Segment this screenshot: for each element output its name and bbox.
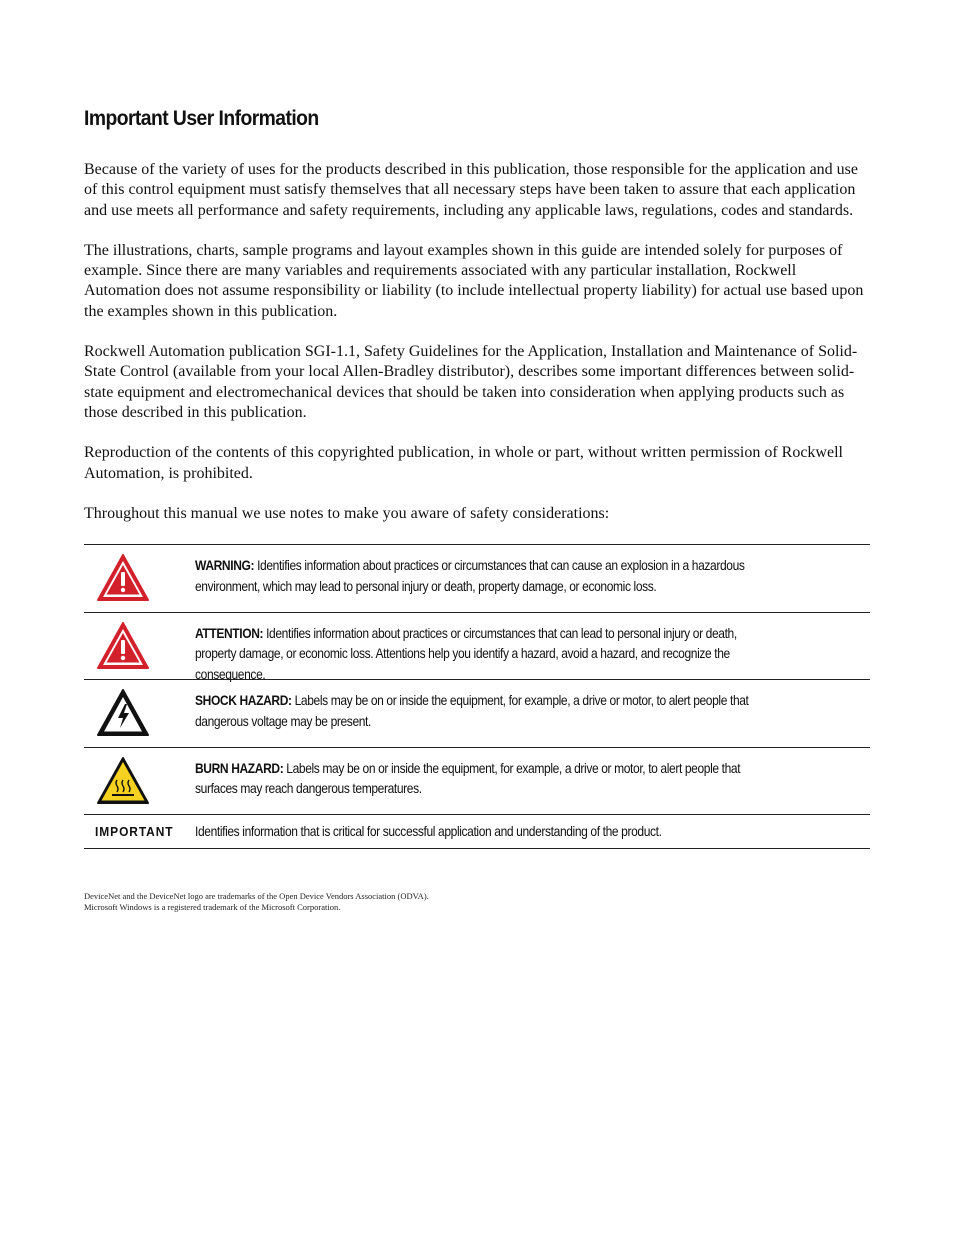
attention-triangle-icon <box>96 621 150 671</box>
shock-hazard-icon <box>96 688 150 738</box>
warning-text: Identifies information about practices or circumstances that can cause an explosion in a hazardous environment, which may lead to personal injury or death, property damage, or economic loss. <box>195 557 745 594</box>
burn-hazard-label: BURN HAZARD: <box>195 759 284 776</box>
paragraph-reproduction: Reproduction of the contents of this copyrighted publication, in whole or part, without written permission of Rockwell Automation, is prohibited. <box>84 444 843 482</box>
burn-hazard-notice <box>84 748 870 816</box>
important-notice <box>84 815 870 848</box>
page-title: Important User Information <box>84 107 319 130</box>
document-page <box>84 104 870 849</box>
paragraph-notes-intro: Throughout this manual we use notes to make you aware of safety considerations: <box>84 504 610 522</box>
safety-notice-table <box>84 544 870 849</box>
paragraph-examples-disclaimer: The illustrations, charts, sample programs and layout examples shown in this guide are intended solely for purposes of example. Since there are many variables and requirements associated with any particular installation, Rockwell Automation does not assume responsibility or liability (to include intellectual property liability) for actual use based upon the examples shown in this publication. <box>84 241 864 320</box>
important-text: Identifies information that is critical for successful application and understanding of the product. <box>195 823 662 840</box>
shock-hazard-text: Labels may be on or inside the equipment, for example, a drive or motor, to alert people that dangerous voltage may be present. <box>195 692 749 729</box>
attention-label: ATTENTION: <box>195 624 264 641</box>
shock-hazard-label: SHOCK HAZARD: <box>195 692 292 709</box>
burn-hazard-text: Labels may be on or inside the equipment, for example, a drive or motor, to alert people that surfaces may reach dangerous temperatures. <box>195 759 741 797</box>
warning-label: WARNING: <box>195 557 255 574</box>
shock-hazard-notice <box>84 680 870 748</box>
trademark-line-devicenet: DeviceNet and the DeviceNet logo are trademarks of the Open Device Vendors Association (ODVA). <box>84 891 429 901</box>
burn-hazard-icon <box>96 756 150 806</box>
trademark-footer <box>84 891 429 913</box>
paragraph-safety-guidelines: Rockwell Automation publication SGI-1.1, Safety Guidelines for the Application, Installation and Maintenance of Solid-State Control (available from your local Allen-Bradley distributor), describes some important differences between solid-state equipment and electromechanical devices that should be taken into consideration when applying products such as those described in this publication. <box>84 343 858 421</box>
attention-text: Identifies information about practices or circumstances that can lead to personal injury or death, property damage, or economic loss. Attentions help you identify a hazard, avoid a hazard, and recognize the consequence. <box>195 624 737 682</box>
trademark-line-microsoft: Microsoft Windows is a registered trademark of the Microsoft Corporation. <box>84 902 341 912</box>
warning-notice <box>84 545 870 613</box>
paragraph-product-use: Because of the variety of uses for the products described in this publication, those responsible for the application and use of this control equipment must satisfy themselves that all necessary steps have been taken to assure that each application and use meets all performance and safety requirements, including any applicable laws, regulations, codes and standards. <box>84 161 859 219</box>
warning-triangle-icon <box>96 553 150 603</box>
attention-notice <box>84 613 870 681</box>
important-label: IMPORTANT <box>95 824 174 840</box>
